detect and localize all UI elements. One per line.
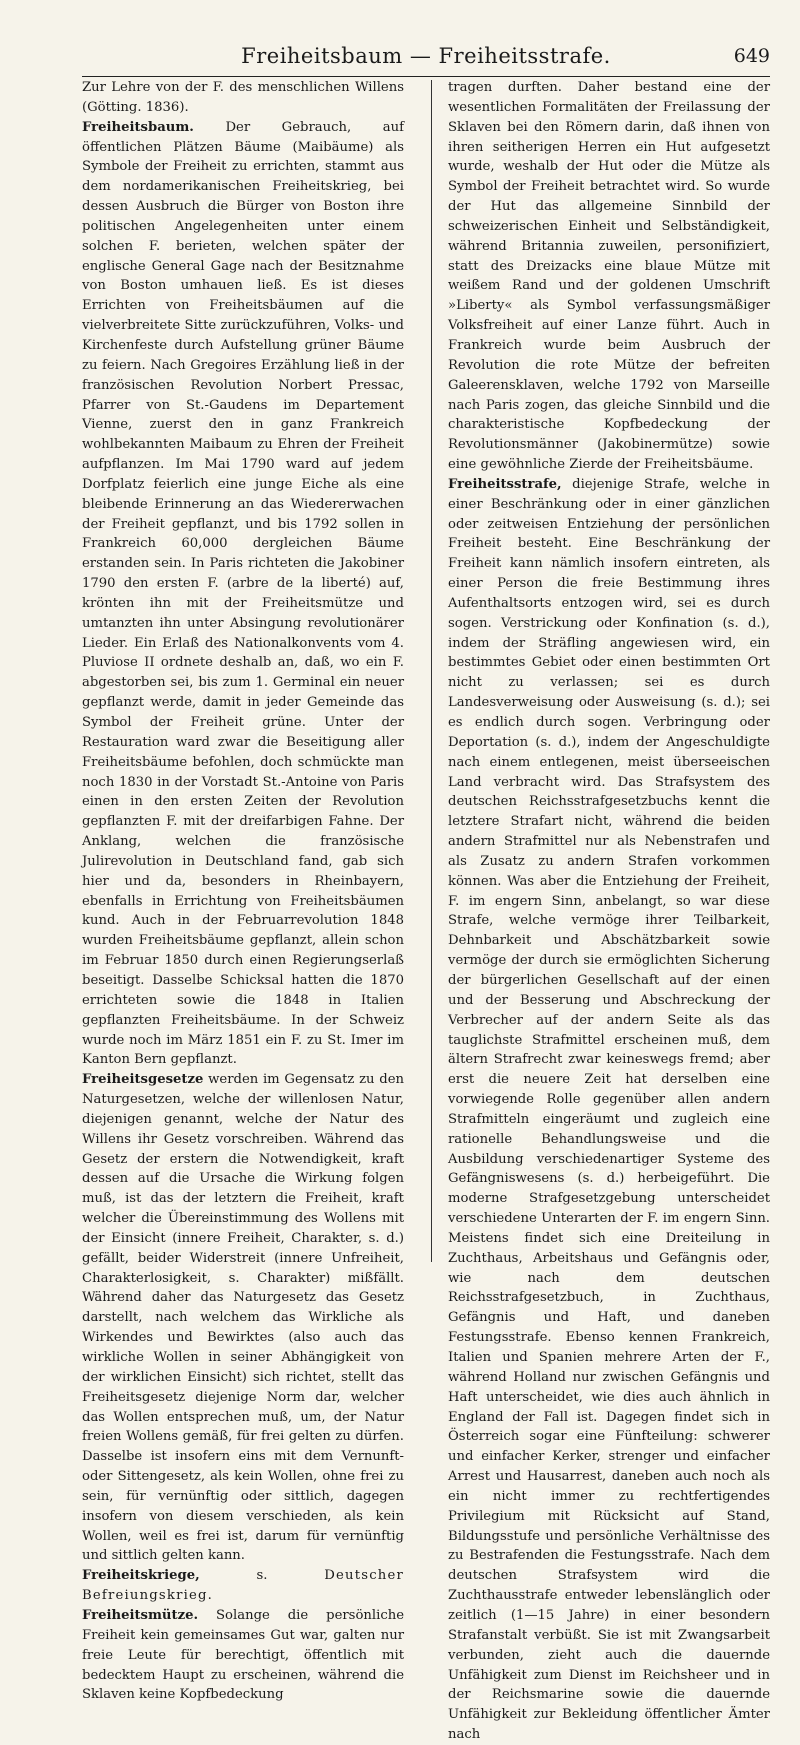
entry-body: diejenige Strafe, welche in einer Beschränkung oder in einer gänzlichen oder zeitweisen Entziehung der persönlichen Freiheit besteht. Eine Beschränkung der Freiheit kann nämlich insofern eintreten, als einer Person die freie Bestimmung ihres Aufenthaltsorts entzogen wird, sei es durch sogen. Verstrickung oder Konfination (s. d.), indem der Sträfling angewiesen wird, ein bestimmtes Gebiet oder einen bestimmten Ort nicht zu verlassen; sei es durch Landesverweisung oder Ausweisung (s. d.); sei es endlich durch sogen. Verbringung oder Deportation (s. d.), indem der Angeschuldigte nach einem entlegenen, meist überseeischen Land verbracht wird. Das Strafsystem des deutschen Reichsstrafgesetzbuchs kennt die letztere Strafart nicht, während die beiden andern Strafmittel nur als Nebenstrafen und als Zusatz zu andern Strafen vorkommen können. Was aber die Entziehung der Freiheit, F. im engern Sinn, anbelangt, so war diese Strafe, welche vermöge ihrer Teilbarkeit, Dehnbarkeit und Abschätzbarkeit sowie vermöge der durch sie ermöglichten Sicherung der bürgerlichen Gesellschaft auf der einen und der Besserung und Abschreckung der Verbrecher auf der andern Seite als das tauglichste Strafmittel erscheinen muß, dem ältern Strafrecht zwar keineswegs fremd; aber erst die neuere Zeit hat derselben eine vorwiegende Rolle gegenüber allen andern Strafmitteln eingeräumt und zugleich eine rationelle Behandlungsweise und die Ausbildung verschiedenartiger Systeme des Gefängniswesens (s. d.) herbeigeführt. Die moderne Strafgesetzgebung unterscheidet verschiedene Unterarten der F. im engern Sinn. Meistens findet sich eine Dreiteilung in Zuchthaus, Arbeitshaus und Gefängnis oder, wie nach dem deutschen Reichsstrafgesetzbuch, in Zuchthaus, Gefängnis und Haft, und daneben Festungsstrafe. Ebenso kennen Frankreich, Italien und Spanien mehrere Arten der F., während Holland nur zwischen Gefängnis und Haft unterscheidet, wie dies auch ähnlich in England der Fall ist. Dagegen findet sich in Österreich sogar eine Fünfteilung: schwerer und einfacher Kerker, strenger und einfacher Arrest und Hausarrest, daneben auch noch als ein nicht immer zu rechtfertigendes Privilegium mit Rücksicht auf Stand, Bildungsstufe und persönliche Verhältnisse des zu Bestrafenden die Festungsstrafe. Nach dem deutschen Strafsystem wird die Zuchthausstrafe entweder lebenslänglich oder zeitlich (1—15 Jahre) in einer besondern Strafanstalt verbüßt. Sie ist mit Zwangsarbeit verbunden, zieht auch die dauernde Unfähigkeit zum Dienst im Reichsheer und in der Reichsmarine sowie die dauernde Unfähigkeit zur Bekleidung öffentlicher Ämter nach <box>448 476 770 1743</box>
continuation-paragraph: tragen durften. Daher bestand eine der wesentlichen Formalitäten der Freilassung der Sklaven bei den Römern darin, daß ihnen von ihren seitherigen Herren ein Hut aufgesetzt wurde, weshalb der Hut oder die Mütze als Symbol der Freiheit betrachtet wird. So wurde der Hut das allgemeine Sinnbild der schweizerischen Einheit und Selbständigkeit, während Britannia zuweilen, personifiziert, statt des Dreizacks eine blaue Mütze mit weißem Rand und der goldenen Umschrift »Liberty« als Symbol verfassungsmäßiger Volksfreiheit auf einer Lanze führt. Auch in Frankreich wurde beim Ausbruch der Revolution die rote Mütze der befreiten Galeerensklaven, welche 1792 von Marseille nach Paris zogen, das gleiche Sinnbild und die charakteristische Kopfbedeckung der Revolutionsmänner (Jakobinermütze) sowie eine gewöhnliche Zierde der Freiheitsbäume. <box>448 80 770 473</box>
entry-term: Freiheitsgesetze <box>82 1072 204 1088</box>
entry-body: Solange die persönliche Freiheit kein gemeinsames Gut war, galten nur freie Leute für berechtigt, öffentlich mit bedecktem Haupt zu erscheinen, während die Sklaven keine Kopfbedeckung <box>82 1607 404 1703</box>
entry-term: Freiheitskriege, <box>82 1568 200 1584</box>
entry-term: Freiheitsmütze. <box>82 1607 199 1623</box>
entry-freiheitsmuetze <box>82 1606 404 1705</box>
entry-freiheitsbaum <box>82 118 404 1071</box>
entry-body: s. <box>199 1568 325 1584</box>
page-number: 649 <box>733 45 770 67</box>
entry-freiheitsgesetze <box>82 1070 404 1566</box>
entry-term: Freiheitsbaum. <box>82 119 194 135</box>
continuation-paragraph: Zur Lehre von der F. des menschlichen Willens (Götting. 1836). <box>82 80 404 115</box>
page-header <box>82 40 770 72</box>
entry-body: werden im Gegensatz zu den Naturgesetzen, welche der willenlosen Natur, diejenigen genannt, welche der Natur des Willens ihr Gesetz vorschreiben. Während das Gesetz der erstern die Notwendigkeit, kraft dessen auf die Ursache die Wirkung folgen muß, ist das der letztern die Freiheit, kraft welcher die Übereinstimmung des Wollens mit der Einsicht (innere Freiheit, Charakter, s. d.) gefällt, beider Widerstreit (innere Unfreiheit, Charakterlosigkeit, s. Charakter) mißfällt. Während daher das Naturgesetz das Gesetz darstellt, nach welchem das Wirkliche als Wirkendes und Bewirktes (also auch das wirkliche Wollen in seiner Abhängigkeit von der wirklichen Einsicht) sich richtet, stellt das Freiheitsgesetz diejenige Norm dar, welcher das Wollen entsprechen muß, um, der Natur freien Wollens gemäß, für frei gelten zu dürfen. Dasselbe ist insofern eins mit dem Vernunft- oder Sittengesetz, als kein Wollen, ohne frei zu sein, für vernünftig oder sittlich, dagegen insofern von diesem verschieden, als kein Wollen, weil es frei ist, darum für vernünftig und sittlich gelten kann. <box>82 1072 404 1564</box>
running-title: Freiheitsbaum — Freiheitsstrafe. <box>241 44 611 68</box>
cross-reference: Deutscher Befreiungskrieg. <box>82 1568 404 1604</box>
column-divider <box>431 80 432 1262</box>
right-column <box>448 78 770 1743</box>
entry-term: Freiheitsstrafe, <box>448 476 562 492</box>
entry-freiheitskriege <box>82 1566 404 1606</box>
left-column <box>82 78 404 1703</box>
entry-freiheitsstrafe <box>448 475 770 1745</box>
header-rule <box>82 76 770 77</box>
entry-body: Der Gebrauch, auf öffentlichen Plätzen Bäume (Maibäume) als Symbole der Freiheit zu errichten, stammt aus dem nordamerikanischen Freiheitskrieg, bei dessen Ausbruch die Bürger von Boston ihre politischen Angelegenheiten unter einem solchen F. berieten, welchen später der englische General Gage nach der Besitznahme von Boston umhauen ließ. Es ist dieses Errichten von Freiheitsbäumen auf die vielverbreitete Sitte zurückzuführen, Volks- und Kirchenfeste durch Aufstellung grüner Bäume zu feiern. Nach Gregoires Erzählung ließ in der französischen Revolution Norbert Pressac, Pfarrer von St.-Gaudens im Departement Vienne, zuerst den in ganz Frankreich wohlbekannten Maibaum zu Ehren der Freiheit aufpflanzen. Im Mai 1790 ward auf jedem Dorfplatz feierlich eine junge Eiche als eine bleibende Erinnerung an das Wiedererwachen der Freiheit gepflanzt, und bis 1792 sollen in Frankreich 60,000 dergleichen Bäume erstanden sein. In Paris richteten die Jakobiner 1790 den ersten F. (arbre de la liberté) auf, krönten ihn mit der Freiheitsmütze und umtanzten ihn unter Absingung revolutionärer Lieder. Ein Erlaß des Nationalkonvents vom 4. Pluviose II ordnete deshalb an, daß, wo ein F. abgestorben sei, bis zum 1. Germinal ein neuer gepflanzt werde, damit in jeder Gemeinde das Symbol der Freiheit grüne. Unter der Restauration ward zwar die Beseitigung aller Freiheitsbäume befohlen, doch schmückte man noch 1830 in der Vorstadt St.-Antoine von Paris einen in den ersten Zeiten der Revolution gepflanzten F. mit der dreifarbigen Fahne. Der Anklang, welchen die französische Julirevolution in Deutschland fand, gab sich hier und da, besonders in Rheinbayern, ebenfalls in Errichtung von Freiheitsbäumen kund. Auch in der Februarrevolution 1848 wurden Freiheitsbäume gepflanzt, allein schon im Februar 1850 durch einen Regierungserlaß beseitigt. Dasselbe Schicksal hatten die 1870 errichteten sowie die 1848 in Italien gepflanzten Freiheitsbäume. In der Schweiz wurde noch im März 1851 ein F. zu St. Imer im Kanton Bern gepflanzt. <box>82 119 404 1068</box>
